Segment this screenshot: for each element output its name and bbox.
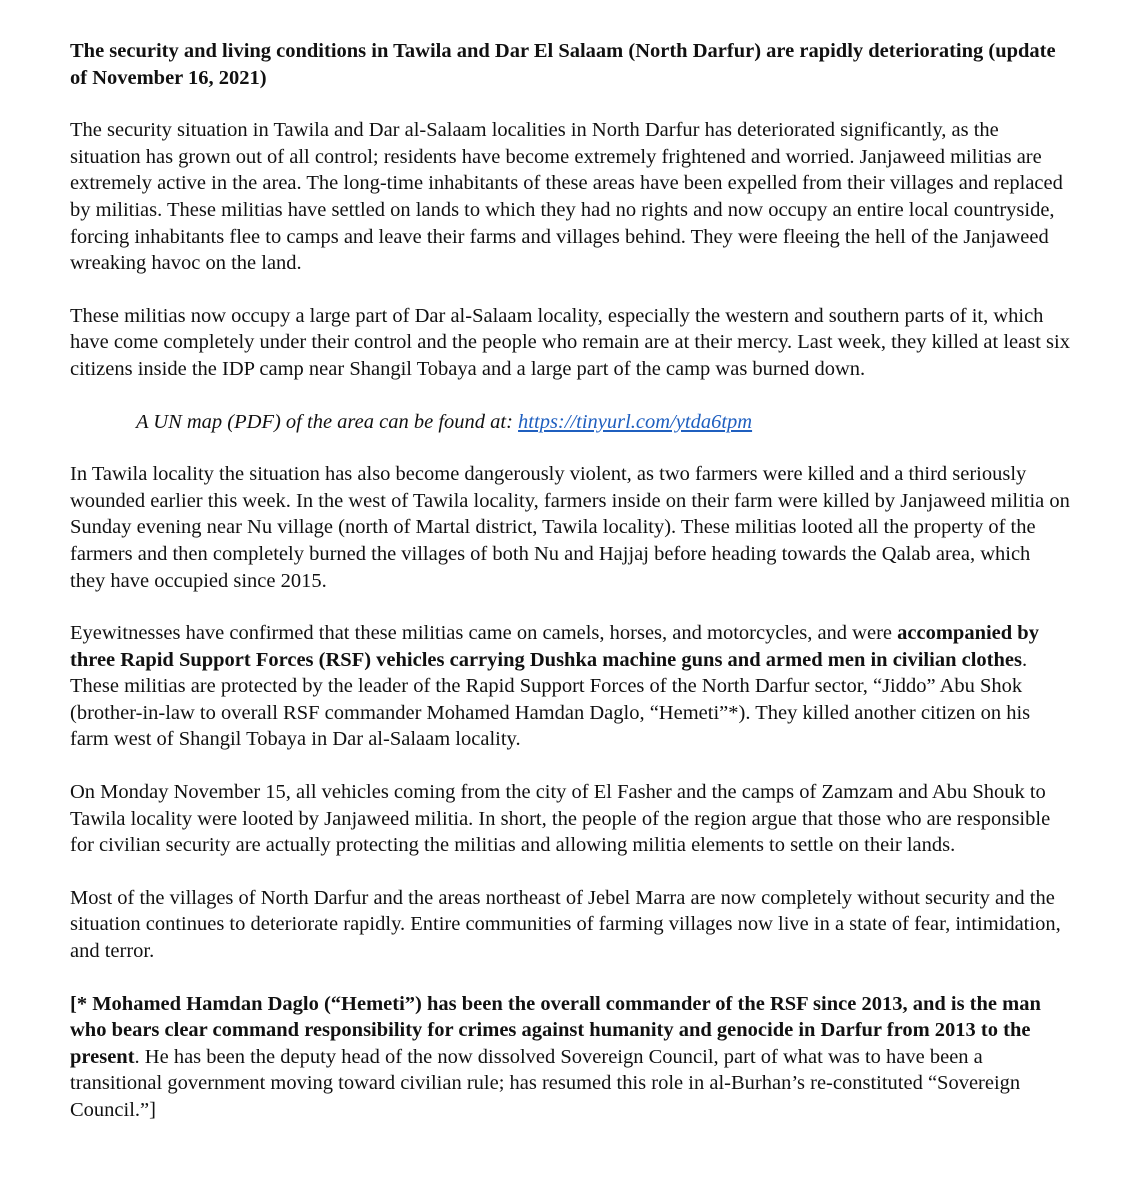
paragraph-tawila-violence: In Tawila locality the situation has also become dangerously violent, as two farmers were killed and a third seriously wounded earlier this week. In the west of Tawila locality, farmers inside on their farm were killed by Janjaweed militia on Sunday evening near Nu village (north of Martal district, Tawila locality). These militias looted all the property of the farmers and then completely burned the villages of both Nu and Hajjaj before heading towards the Qalab area, which they have occupied since 2015. xyxy=(70,463,1070,592)
eyewitnesses-text-start: Eyewitnesses have confirmed that these militias came on camels, horses, and motorcycles, and were xyxy=(70,622,898,645)
paragraph-vehicles-looted: On Monday November 15, all vehicles coming from the city of El Fasher and the camps of Zamzam and Abu Shouk to Tawila locality were looted by Janjaweed militia. In short, the people of the region argue that those who are responsible for civilian security are actually protecting the militias and allowing militia elements to settle on their lands. xyxy=(70,781,1051,857)
paragraph-eyewitnesses xyxy=(70,620,1070,753)
paragraph-security-situation: The security situation in Tawila and Dar al-Salaam localities in North Darfur has deteriorated significantly, as the situation has grown out of all control; residents have become extremely frightened and worried. Janjaweed militias are extremely active in the area. The long-time inhabitants of these areas have been expelled from their villages and replaced by militias. These militias have settled on lands to which they had no rights and now occupy an entire local countryside, forcing inhabitants flee to camps and leave their farms and villages behind. They were fleeing the hell of the Janjaweed wreaking havoc on the land. xyxy=(70,119,1063,275)
paragraph-dar-al-salaam: These militias now occupy a large part of Dar al-Salaam locality, especially the western and southern parts of it, which have come completely under their control and the people who remain are at their mercy. Last week, they killed at least six citizens inside the IDP camp near Shangil Tobaya and a large part of the camp was burned down. xyxy=(70,304,1070,380)
document-page xyxy=(70,38,1070,1150)
footnote-text-end: . He has been the deputy head of the now dissolved Sovereign Council, part of what was to have been a transitional government moving toward civilian rule; has resumed this role in al-Burhan’s re-constituted “Sovereign Council.”] xyxy=(70,1045,1021,1121)
eyewitnesses-text-end: . These militias are protected by the leader of the Rapid Support Forces of the North Darfur sector, “Jiddo” Abu Shok (brother-in-law to overall RSF commander Mohamed Hamdan Daglo, “Hemeti”*). They killed another citizen on his farm west of Shangil Tobaya in Dar al-Salaam locality. xyxy=(70,648,1031,751)
footnote-hemeti xyxy=(70,991,1070,1124)
document-title: The security and living conditions in Tawila and Dar El Salaam (North Darfur) are rapidly deteriorating (update of November 16, 2021) xyxy=(70,40,1056,89)
un-map-note xyxy=(70,409,1070,436)
paragraph-villages-without-security: Most of the villages of North Darfur and the areas northeast of Jebel Marra are now completely without security and the situation continues to deteriorate rapidly. Entire communities of farming villages now live in a state of fear, intimidation, and terror. xyxy=(70,886,1061,963)
un-map-link[interactable]: https://tinyurl.com/ytda6tpm xyxy=(518,410,753,433)
un-map-note-text: A UN map (PDF) of the area can be found at: xyxy=(136,410,519,433)
eyewitnesses-bold-text: accompanied by three Rapid Support Forces (RSF) vehicles carrying Dushka machine guns and armed men in civilian clothes xyxy=(70,622,1039,671)
footnote-bold-text: [* Mohamed Hamdan Daglo (“Hemeti”) has been the overall commander of the RSF since 2013, and is the man who bears clear command responsibility for crimes against humanity and genocide in Darfur from 2013 to the present xyxy=(70,992,1041,1068)
